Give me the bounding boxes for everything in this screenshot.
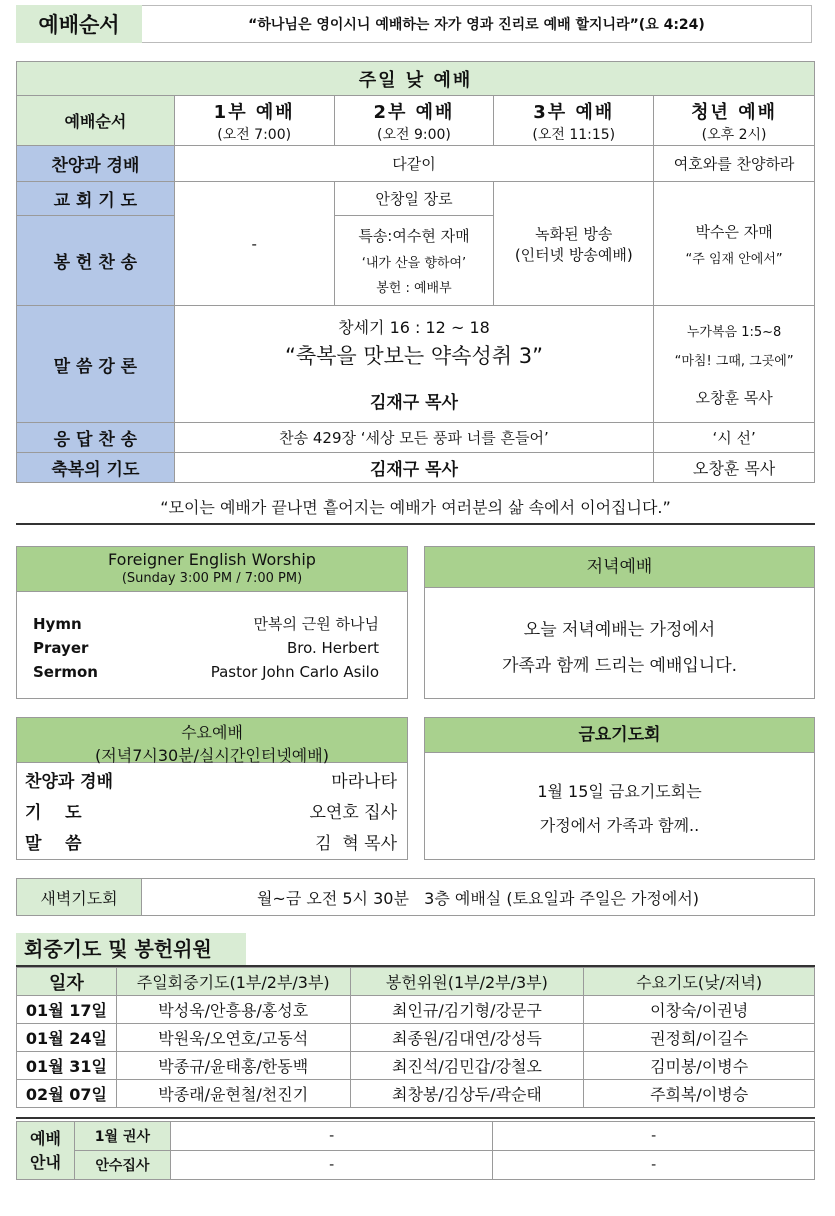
guide-value-2b: - bbox=[493, 1151, 815, 1180]
dawn-text: 월~금 오전 5시 30분 3층 예배실 (토요일과 주일은 가정에서) bbox=[256, 888, 700, 908]
dawn-label: 새벽기도회 bbox=[17, 879, 142, 915]
guide-role-2: 안수집사 bbox=[74, 1151, 170, 1180]
row-label-sermon: 말 씀 강 론 bbox=[17, 306, 175, 423]
foreign-row-sermon: Sermon Pastor John Carlo Asilo bbox=[33, 663, 379, 681]
friday-title: 금요기도회 bbox=[425, 718, 814, 753]
foreign-worship-box bbox=[16, 546, 408, 699]
praise-youth: 여호와를 찬양하라 bbox=[654, 146, 815, 182]
wednesday-row-prayer: 기 도 오연호 집사 bbox=[25, 803, 397, 823]
offering-youth: 박수은 자매 “주 임재 안에서” bbox=[654, 182, 815, 306]
table-row: 02월 07일 박종래/윤현철/천진기 최창봉/김상두/곽순태 주희복/이병승 bbox=[17, 1080, 815, 1108]
closing-message: “모이는 예배가 끝나면 흩어지는 예배가 여러분의 삶 속에서 이어집니다.” bbox=[16, 491, 815, 525]
table-row: 01월 17일 박성욱/안흥용/홍성호 최인규/김기형/강문구 이창숙/이권녕 bbox=[17, 996, 815, 1024]
dawn-prayer-bar bbox=[16, 878, 815, 916]
corner-label: 예배순서 bbox=[17, 96, 175, 146]
prayers-header-wednesday: 수요기도(낮/저녁) bbox=[584, 968, 815, 996]
friday-line2: 가정에서 가족과 함께.. bbox=[539, 816, 700, 835]
page-title: 예배순서 bbox=[16, 5, 142, 43]
blessing-all: 김재구 목사 bbox=[174, 453, 653, 483]
sermon-youth: 누가복음 1:5~8 “마침! 그때, 그곳에” 오창훈 목사 bbox=[654, 306, 815, 423]
wednesday-title: 수요예배 bbox=[181, 723, 243, 742]
guide-divider bbox=[16, 1117, 815, 1119]
row-label-prayer: 교 회 기 도 bbox=[17, 182, 175, 216]
service-header-2: 2부 예배 (오전 9:00) bbox=[334, 96, 494, 146]
wednesday-worship-box bbox=[16, 717, 408, 860]
guide-role-1: 1월 권사 bbox=[74, 1122, 170, 1151]
blessing-youth: 오창훈 목사 bbox=[654, 453, 815, 483]
prayers-header-date: 일자 bbox=[17, 968, 117, 996]
guide-value-2a: - bbox=[170, 1151, 493, 1180]
foreign-time: (Sunday 3:00 PM / 7:00 PM) bbox=[121, 571, 303, 586]
offering-s1: - bbox=[174, 182, 334, 306]
schedule-title: 주일 낮 예배 bbox=[17, 62, 815, 96]
guide-table bbox=[16, 1121, 815, 1180]
prayers-header-offering: 봉헌위원(1부/2부/3부) bbox=[350, 968, 584, 996]
foreign-row-prayer: Prayer Bro. Herbert bbox=[33, 639, 379, 657]
table-row: 01월 31일 박종규/윤태홍/한동백 최진석/김민갑/강철오 김미봉/이병수 bbox=[17, 1052, 815, 1080]
evening-worship-box bbox=[424, 546, 815, 699]
broadcast-s3: 녹화된 방송 (인터넷 방송예배) bbox=[494, 182, 654, 306]
foreign-title: Foreigner English Worship bbox=[108, 550, 316, 569]
guide-value-1a: - bbox=[170, 1122, 493, 1151]
sermon-all: 창세기 16 : 12 ~ 18 “축복을 맛보는 약속성취 3” 김재구 목사 bbox=[174, 306, 653, 423]
wednesday-row-sermon: 말 씀 김 혁 목사 bbox=[25, 834, 397, 854]
header-verse: “하나님은 영이시니 예배하는 자가 영과 진리로 예배 할지니라”(요 4:24) bbox=[142, 5, 812, 43]
prayer-s2: 안창일 장로 bbox=[334, 182, 494, 216]
response-youth: ‘시 선’ bbox=[654, 423, 815, 453]
praise-all: 다같이 bbox=[174, 146, 653, 182]
table-row: 01월 24일 박원욱/오연호/고동석 최종원/김대연/강성득 권정희/이길수 bbox=[17, 1024, 815, 1052]
wednesday-subtitle: (저녁7시30분/실시간인터넷예배) bbox=[95, 746, 329, 765]
evening-line2: 가족과 함께 드리는 예배입니다. bbox=[501, 656, 738, 676]
service-header-youth: 청년 예배 (오후 2시) bbox=[654, 96, 815, 146]
prayers-table bbox=[16, 967, 815, 1108]
evening-title: 저녁예배 bbox=[425, 547, 814, 588]
service-header-3: 3부 예배 (오전 11:15) bbox=[494, 96, 654, 146]
prayers-header-sunday: 주일회중기도(1부/2부/3부) bbox=[116, 968, 350, 996]
evening-line1: 오늘 저녁예배는 가정에서 bbox=[523, 620, 716, 640]
prayers-title: 회중기도 및 봉헌위원 bbox=[16, 933, 246, 966]
row-label-offering: 봉 헌 찬 송 bbox=[17, 216, 175, 306]
guide-value-1b: - bbox=[493, 1122, 815, 1151]
friday-prayer-box bbox=[424, 717, 815, 860]
friday-line1: 1월 15일 금요기도회는 bbox=[537, 782, 702, 801]
row-label-response: 응 답 찬 송 bbox=[17, 423, 175, 453]
guide-label: 예배 안내 bbox=[17, 1122, 75, 1180]
foreign-row-hymn: Hymn 만복의 근원 하나님 bbox=[33, 615, 379, 633]
row-label-praise: 찬양과 경배 bbox=[17, 146, 175, 182]
service-header-1: 1부 예배 (오전 7:00) bbox=[174, 96, 334, 146]
wednesday-row-praise: 찬양과 경배 마라나타 bbox=[25, 772, 397, 792]
offering-s2: 특송:여수현 자매 ‘내가 산을 향하여’ 봉헌 : 예배부 bbox=[334, 216, 494, 306]
sunday-schedule-table bbox=[16, 61, 815, 483]
row-label-blessing: 축복의 기도 bbox=[17, 453, 175, 483]
response-all: 찬송 429장 ‘세상 모든 풍파 너를 흔들어’ bbox=[174, 423, 653, 453]
